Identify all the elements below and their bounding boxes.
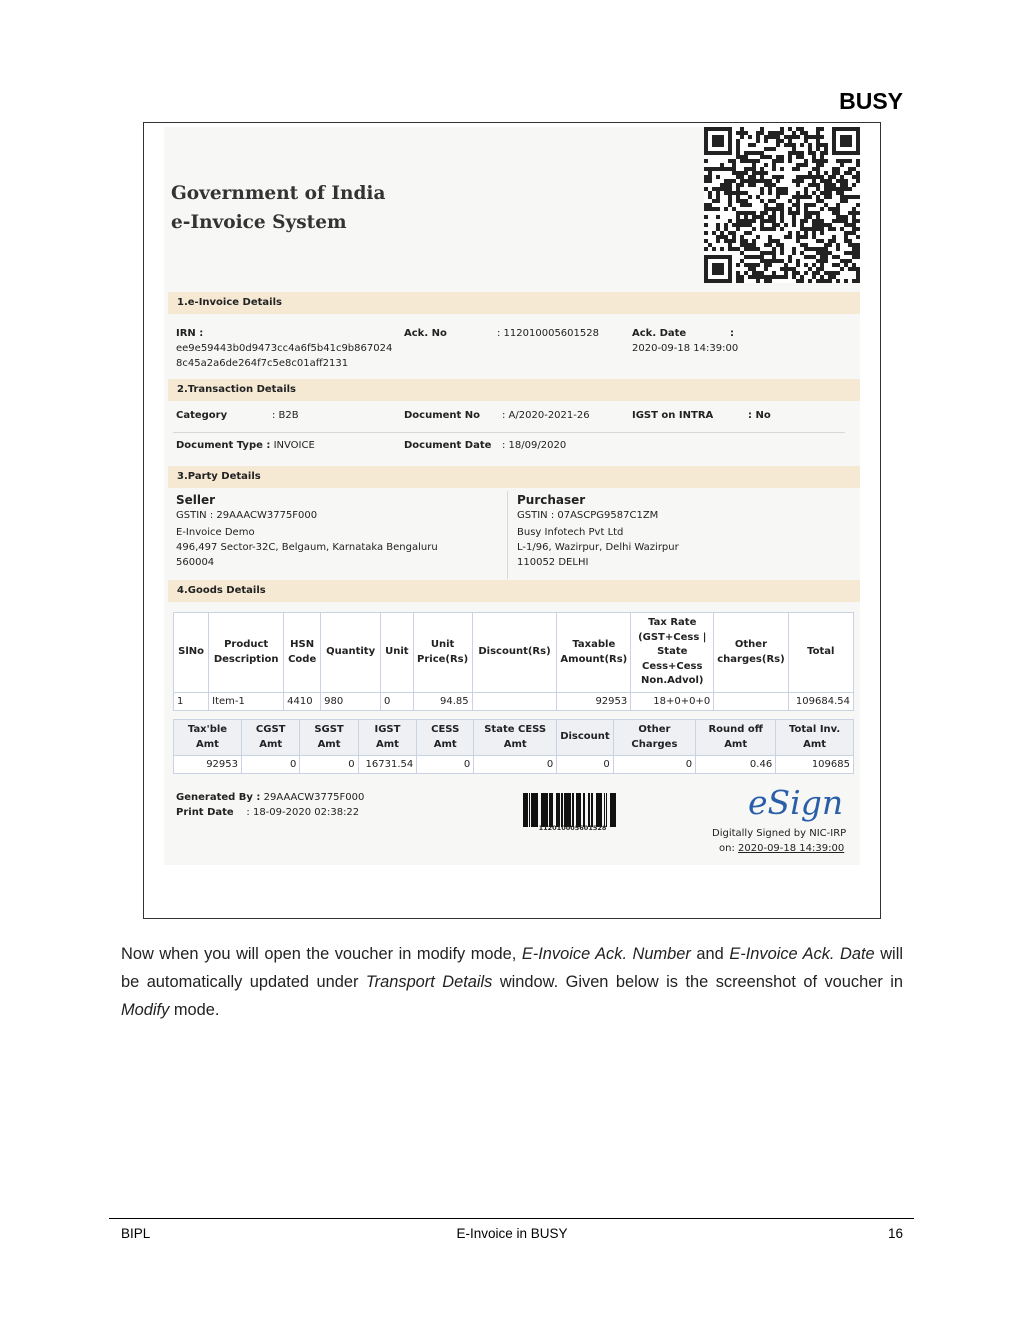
totals-header-state-cess: State CESS Amt [474, 720, 557, 756]
footer-page-number: 16 [887, 1226, 903, 1241]
paragraph-emphasis-ack-date: E-Invoice Ack. Date [729, 945, 875, 963]
totals-header-cgst: CGST Amt [242, 720, 300, 756]
goods-cell-quantity: 980 [321, 693, 381, 711]
invoice-screenshot-frame [143, 122, 881, 919]
qr-code [704, 127, 860, 283]
goods-header-description: Product Description [209, 613, 284, 693]
goods-cell-unit-price: 94.85 [413, 693, 472, 711]
paragraph-text-2: and [690, 945, 730, 963]
purchaser-address-1: L-1/96, Wazirpur, Delhi Wazirpur [517, 542, 679, 553]
signed-on-label: on: [719, 843, 735, 854]
generated-by-label: Generated By : [176, 792, 261, 803]
goods-cell-hsn: 4410 [284, 693, 321, 711]
goods-header-hsn: HSN Code [284, 613, 321, 693]
goods-header-unit-price: Unit Price(Rs) [413, 613, 472, 693]
totals-cell-cgst: 0 [242, 756, 300, 774]
goods-cell-taxable-amount: 92953 [557, 693, 631, 711]
digitally-signed-by: Digitally Signed by NIC-IRP [712, 828, 847, 839]
ack-no-label: Ack. No [404, 328, 447, 339]
totals-cell-round-off: 0.46 [696, 756, 776, 774]
seller-title: Seller [176, 493, 216, 507]
totals-cell-taxable: 92953 [174, 756, 242, 774]
goods-cell-description: Item-1 [209, 693, 284, 711]
goods-cell-discount [472, 693, 557, 711]
goods-cell-tax-rate: 18+0+0+0 [631, 693, 714, 711]
irn-value-line-2: 8c45a2a6de264f7c5e8c01aff2131 [176, 358, 349, 369]
totals-header-other-charges: Other Charges [613, 720, 695, 756]
document-no-value: : A/2020-2021-26 [502, 410, 590, 421]
totals-cell-sgst: 0 [300, 756, 358, 774]
goods-header-quantity: Quantity [321, 613, 381, 693]
e-invoice-document [164, 127, 860, 865]
goods-header-tax-rate: Tax Rate (GST+Cess | State Cess+Cess Non.Advol) [631, 613, 714, 693]
totals-cell-state-cess: 0 [474, 756, 557, 774]
title-line-2: e-Invoice System [171, 212, 347, 233]
title-line-1: Government of India [171, 183, 386, 204]
invoice-title [171, 179, 385, 237]
barcode [523, 793, 622, 827]
brand-header: BUSY [839, 88, 903, 114]
ack-date-colon: : [730, 328, 734, 339]
seller-name: E-Invoice Demo [176, 527, 255, 538]
goods-table [173, 612, 854, 711]
igst-intra-label: IGST on INTRA [632, 410, 714, 421]
goods-cell-slno: 1 [174, 693, 209, 711]
footer-center: E-Invoice in BUSY [456, 1226, 568, 1241]
totals-cell-igst: 16731.54 [358, 756, 417, 774]
paragraph-text-5: mode. [169, 1001, 220, 1019]
purchaser-title: Purchaser [517, 493, 586, 507]
totals-header-cess: CESS Amt [417, 720, 474, 756]
goods-row [174, 693, 854, 711]
ack-date-value: 2020-09-18 14:39:00 [632, 343, 739, 354]
goods-header-unit: Unit [381, 613, 414, 693]
goods-header-discount: Discount(Rs) [472, 613, 557, 693]
seller-gstin: GSTIN : 29AAACW3775F000 [176, 510, 318, 521]
footer-left: BIPL [121, 1226, 151, 1241]
goods-header-taxable-amount: Taxable Amount(Rs) [557, 613, 631, 693]
purchaser-gstin: GSTIN : 07ASCPG9587C1ZM [517, 510, 659, 521]
barcode-number: 112010005601528 [538, 824, 607, 832]
paragraph-text-4: window. Given below is the screenshot of voucher in [492, 973, 903, 991]
divider [173, 432, 845, 433]
category-value: : B2B [272, 410, 299, 421]
purchaser-address-2: 110052 DELHI [517, 557, 589, 568]
goods-header-slno: SlNo [174, 613, 209, 693]
goods-cell-unit: 0 [381, 693, 414, 711]
totals-cell-cess: 0 [417, 756, 474, 774]
section-header-einvoice-details: 1.e-Invoice Details [168, 292, 860, 314]
document-date-value: : 18/09/2020 [502, 440, 567, 451]
document-no-label: Document No [404, 410, 481, 421]
ack-date-label: Ack. Date [632, 328, 687, 339]
goods-header-other-charges: Other charges(Rs) [714, 613, 788, 693]
totals-table [173, 719, 854, 774]
paragraph-emphasis-transport-details: Transport Details [365, 973, 493, 991]
footer-divider [109, 1218, 914, 1219]
totals-header-discount: Discount [557, 720, 614, 756]
document-type-value: INVOICE [273, 440, 315, 451]
paragraph-text-3: will be automatically updated under [121, 945, 903, 991]
signed-on-value: 2020-09-18 14:39:00 [738, 843, 845, 854]
totals-cell-other-charges: 0 [613, 756, 695, 774]
totals-header-sgst: SGST Amt [300, 720, 358, 756]
totals-row [174, 756, 854, 774]
body-paragraph [121, 940, 903, 1024]
goods-cell-other-charges [714, 693, 788, 711]
section-header-transaction-details: 2.Transaction Details [168, 379, 860, 401]
document-type-label: Document Type : [176, 440, 271, 451]
print-date-label: Print Date [176, 807, 234, 818]
goods-cell-total: 109684.54 [788, 693, 853, 711]
totals-header-round-off: Round off Amt [696, 720, 776, 756]
paragraph-text-1: Now when you will open the voucher in modify mode, [121, 945, 522, 963]
category-label: Category [176, 410, 228, 421]
totals-header-total-inv: Total Inv. Amt [776, 720, 854, 756]
totals-header-taxable: Tax'ble Amt [174, 720, 242, 756]
irn-value-line-1: ee9e59443b0d9473cc4a6f5b41c9b867024 [176, 343, 393, 354]
totals-cell-total-inv: 109685 [776, 756, 854, 774]
seller-address-1: 496,497 Sector-32C, Belgaum, Karnataka Bengaluru [176, 542, 438, 553]
document-date-label: Document Date [404, 440, 492, 451]
section-header-goods-details: 4.Goods Details [168, 580, 860, 602]
paragraph-emphasis-ack-number: E-Invoice Ack. Number [521, 945, 691, 963]
section-header-party-details: 3.Party Details [168, 466, 860, 488]
party-divider [507, 491, 508, 579]
totals-header-igst: IGST Amt [358, 720, 417, 756]
paragraph-emphasis-modify: Modify [121, 1001, 170, 1019]
print-date-value: : 18-09-2020 02:38:22 [246, 807, 360, 818]
purchaser-name: Busy Infotech Pvt Ltd [517, 527, 624, 538]
totals-cell-discount: 0 [557, 756, 614, 774]
igst-intra-value: : No [748, 410, 771, 421]
esign-logo: eSign [748, 783, 844, 822]
irn-label: IRN : [176, 328, 204, 339]
seller-address-2: 560004 [176, 557, 215, 568]
goods-header-total: Total [788, 613, 853, 693]
generated-by-value: 29AAACW3775F000 [263, 792, 365, 803]
ack-no-value: : 112010005601528 [497, 328, 599, 339]
